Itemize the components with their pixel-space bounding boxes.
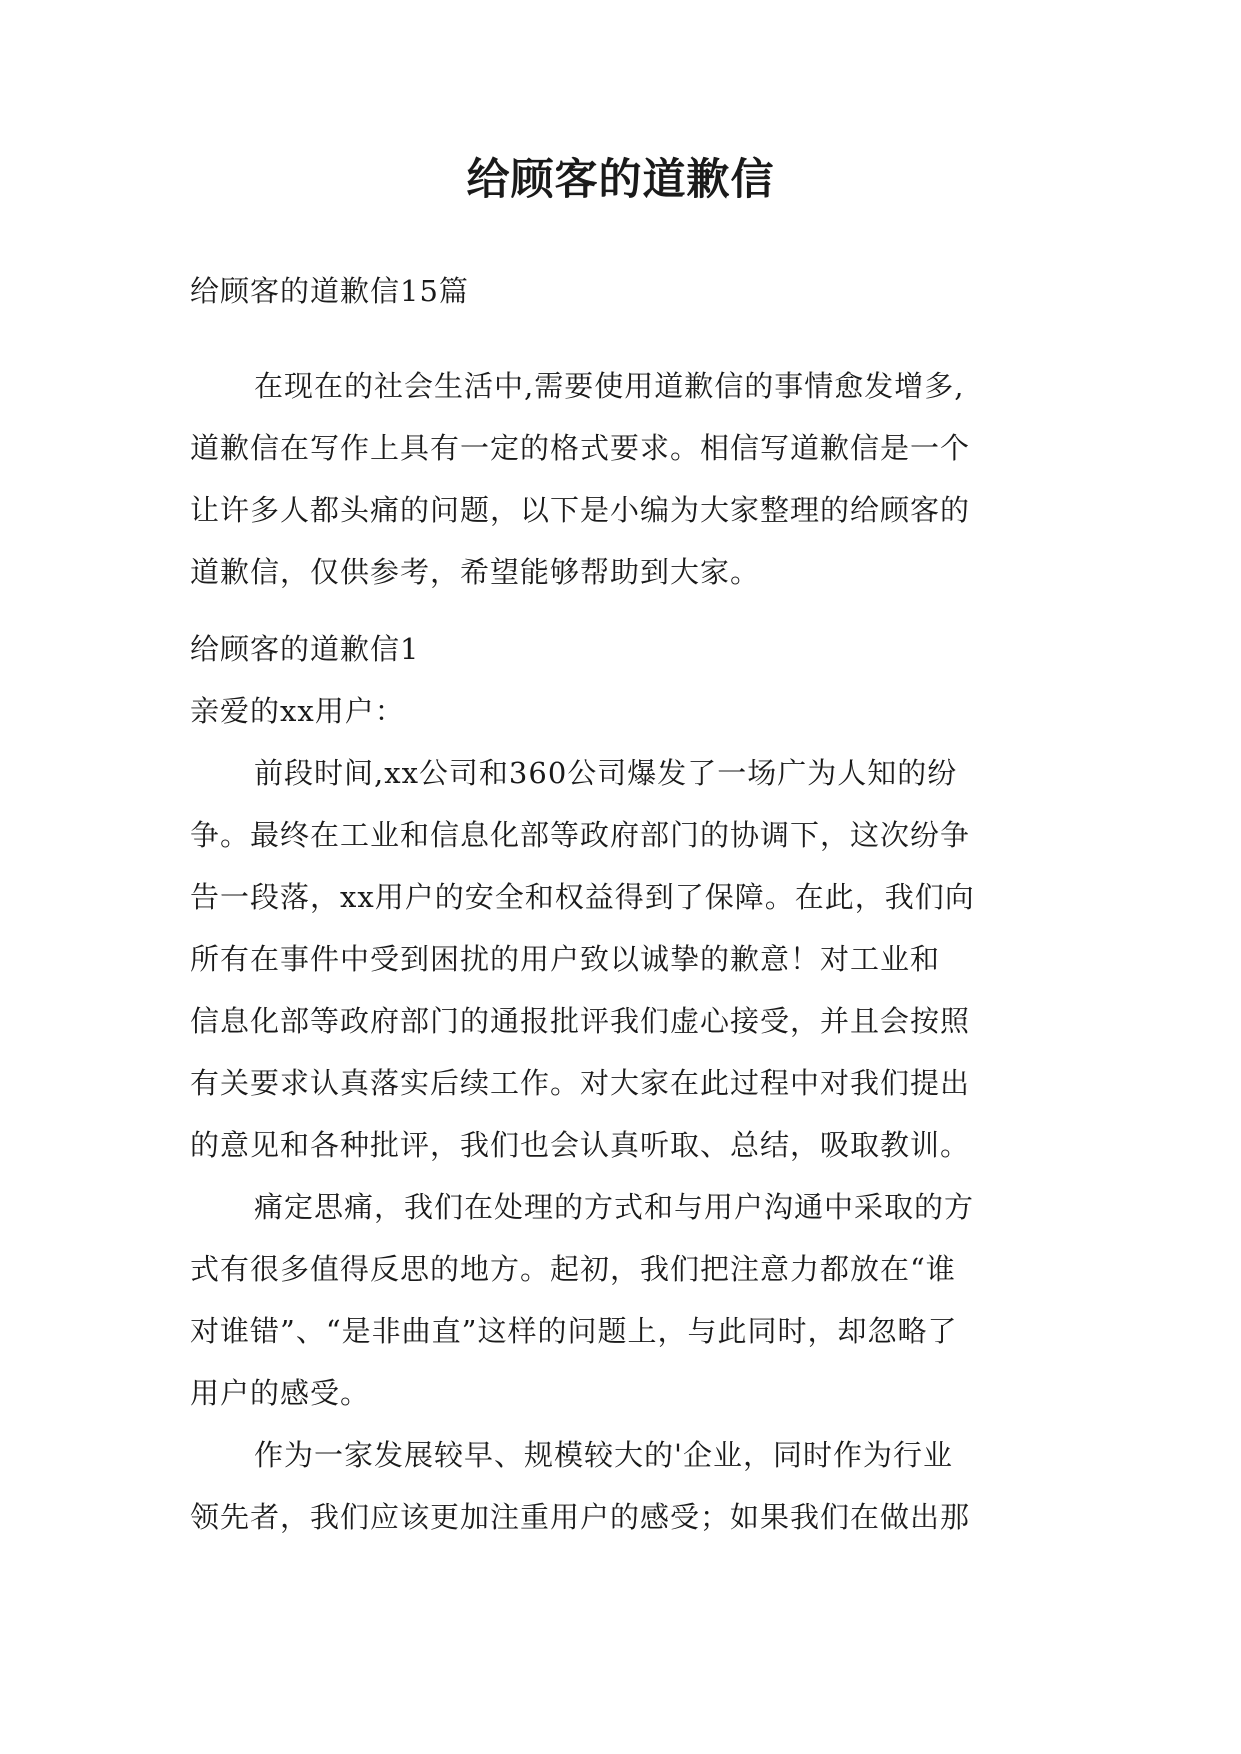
- paragraph-line: 的意见和各种批评，我们也会认真听取、总结，吸取教训。: [190, 1128, 971, 1162]
- paragraph-line: 领先者，我们应该更加注重用户的感受；如果我们在做出那: [190, 1500, 971, 1534]
- paragraph-line: 用户的感受。: [190, 1376, 371, 1410]
- intro-line: 道歉信，仅供参考，希望能够帮助到大家。: [190, 555, 761, 589]
- paragraph-line: 有关要求认真落实后续工作。对大家在此过程中对我们提出: [190, 1066, 971, 1100]
- intro-line: 让许多人都头痛的问题，以下是小编为大家整理的给顾客的: [190, 493, 971, 527]
- letter-heading: 给顾客的道歉信1: [190, 632, 420, 666]
- paragraph-line: 前段时间,xx公司和360公司爆发了一场广为人知的纷: [254, 756, 958, 790]
- document-subtitle: [190, 260, 1052, 322]
- letter-body: [190, 618, 1052, 1548]
- paragraph-line: 争。最终在工业和信息化部等政府部门的协调下，这次纷争: [190, 818, 971, 852]
- paragraph-line: 信息化部等政府部门的通报批评我们虚心接受，并且会按照: [190, 1004, 971, 1038]
- intro-line: 道歉信在写作上具有一定的格式要求。相信写道歉信是一个: [190, 431, 971, 465]
- paragraph-line: 对谁错”、“是非曲直”这样的问题上，与此同时，却忽略了: [190, 1314, 958, 1348]
- subtitle-text: 给顾客的道歉信15篇: [190, 274, 469, 308]
- paragraph-line: 所有在事件中受到困扰的用户致以诚挚的歉意！对工业和: [190, 942, 941, 976]
- paragraph-line: 作为一家发展较早、规模较大的'企业，同时作为行业: [254, 1438, 953, 1472]
- letter-salutation: 亲爱的xx用户：: [190, 694, 405, 728]
- paragraph-line: 式有很多值得反思的地方。起初，我们把注意力都放在“谁: [190, 1252, 956, 1286]
- paragraph-line: 告一段落，xx用户的安全和权益得到了保障。在此，我们向: [190, 880, 975, 914]
- intro-paragraph: [190, 355, 1052, 603]
- intro-line: 在现在的社会生活中,需要使用道歉信的事情愈发增多,: [254, 369, 965, 403]
- paragraph-line: 痛定思痛，我们在处理的方式和与用户沟通中采取的方: [254, 1190, 975, 1224]
- document-title: 给顾客的道歉信: [466, 155, 775, 205]
